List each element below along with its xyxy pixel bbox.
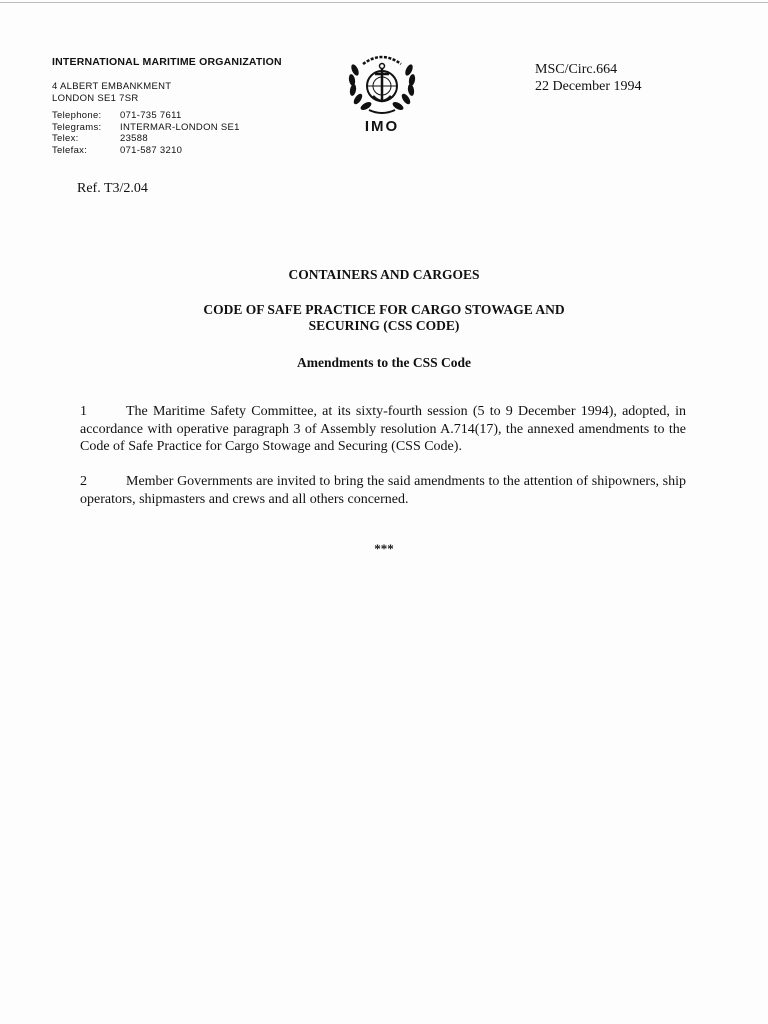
end-separator: *** [374,541,394,556]
contact-value: INTERMAR-LONDON SE1 [120,121,240,133]
section-heading: CONTAINERS AND CARGOES [288,267,480,282]
contact-row-telephone [52,110,240,122]
file-reference: Ref. T3/2.04 [77,181,148,196]
document-date: 22 December 1994 [535,79,642,94]
address-line-2: LONDON SE1 7SR [52,93,139,104]
contact-label: Telephone: [52,110,102,121]
organization-name: INTERNATIONAL MARITIME ORGANIZATION [52,56,282,68]
imo-emblem [343,50,421,140]
contact-value: 071-587 3210 [120,144,183,156]
contact-value: 23588 [120,133,148,144]
title-line-1: CODE OF SAFE PRACTICE FOR CARGO STOWAGE AND [203,302,565,317]
emblem-icon [343,50,421,116]
paragraph-text: Member Governments are invited to bring the said amendments to the attention of shipowners, ship operators, shipmasters and crews and all others concerned. [80,474,686,507]
contact-row-telefax [52,145,240,157]
contact-row-telegrams [52,122,240,134]
subtitle: Amendments to the CSS Code [296,355,471,370]
emblem-label: IMO [364,118,400,135]
paragraph-text: The Maritime Safety Committee, at its sixty-fourth session (5 to 9 December 1994), adopted, in accordance with operative paragraph 3 of Assembly resolution A.714(17), the annexed amendments to the Code of Safe Practice for Cargo Stowage and Securing (CSS Code). [80,404,686,454]
title-line-2: SECURING (CSS CODE) [308,318,460,333]
paragraph-1 [80,403,686,456]
contact-label: Telefax: [52,144,88,156]
paragraph-number: 1 [80,404,87,419]
address-block [52,81,171,105]
top-rule [0,2,768,3]
contact-list [52,110,240,156]
paragraph-2 [80,473,686,508]
document-title [0,302,768,334]
contact-row-telex [52,133,240,145]
contact-label: Telex: [52,133,79,144]
document-reference [535,61,642,95]
contact-label: Telegrams: [52,121,102,133]
paragraph-number: 2 [80,474,87,489]
contact-value: 071-735 7611 [120,110,182,121]
address-line-1: 4 ALBERT EMBANKMENT [52,81,172,92]
circular-number: MSC/Circ.664 [535,62,618,77]
